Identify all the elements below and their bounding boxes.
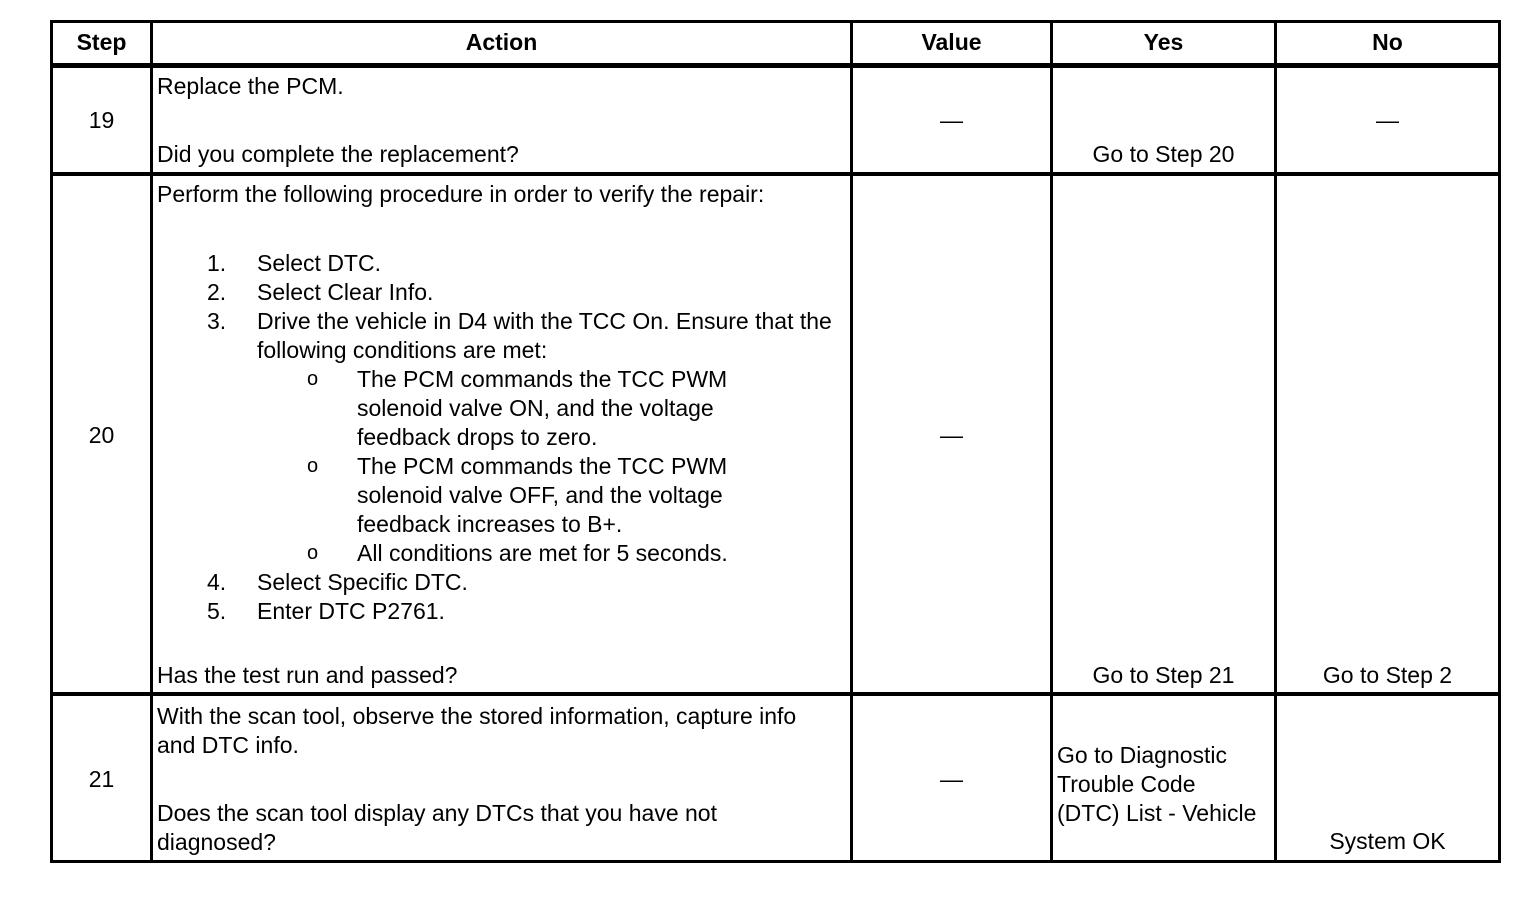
step-text: Drive the vehicle in D4 with the TCC On. Ensure that the following conditions are met:: [257, 308, 832, 363]
step-index: 5.: [207, 598, 227, 624]
value-cell: —: [940, 107, 963, 133]
action-question: Did you complete the replacement?: [157, 141, 519, 167]
condition-item: [157, 452, 757, 539]
action-intro: With the scan tool, observe the stored information, capture info and DTC info.: [157, 703, 797, 758]
bullet-icon: o: [307, 455, 319, 477]
header-value: Value: [921, 29, 982, 55]
condition-text: The PCM commands the TCC PWM solenoid valve OFF, and the voltage feedback increases to B+.: [357, 453, 728, 537]
header-no: No: [1372, 29, 1403, 55]
procedure-step: [157, 278, 847, 307]
action-question: Has the test run and passed?: [157, 662, 458, 688]
step-index: 3.: [207, 308, 227, 334]
procedure-step: [157, 249, 847, 278]
bullet-icon: o: [307, 368, 319, 390]
no-cell: Go to Step 2: [1322, 662, 1453, 688]
no-cell: System OK: [1329, 828, 1446, 854]
yes-cell: Go to Step 20: [1092, 141, 1235, 167]
column-divider: [150, 23, 153, 860]
condition-text: All conditions are met for 5 seconds.: [357, 540, 728, 566]
procedure-step: [157, 568, 847, 597]
column-divider: [1274, 23, 1277, 860]
step-number: 21: [88, 766, 115, 792]
bullet-icon: o: [307, 542, 319, 564]
condition-text: The PCM commands the TCC PWM solenoid valve ON, and the voltage feedback drops to zero.: [357, 366, 728, 450]
step-index: 4.: [207, 569, 227, 595]
step-number: 20: [88, 422, 115, 448]
yes-link[interactable]: Go to Diagnostic Trouble Code (DTC) List - Vehicle: [1057, 742, 1257, 826]
procedure-step: [157, 307, 847, 568]
value-cell: —: [940, 766, 963, 792]
step-text: Select DTC.: [257, 250, 381, 276]
action-intro: Replace the PCM.: [157, 73, 344, 99]
step-text: Enter DTC P2761.: [257, 598, 445, 624]
yes-cell: Go to Step 21: [1092, 662, 1235, 688]
header-yes: Yes: [1143, 29, 1184, 55]
condition-item: [157, 539, 757, 568]
step-index: 2.: [207, 279, 227, 305]
condition-item: [157, 365, 757, 452]
step-index: 1.: [207, 250, 227, 276]
procedure-list: [157, 249, 847, 626]
header-divider: [53, 63, 1498, 68]
value-cell: —: [940, 422, 963, 448]
procedure-step: [157, 597, 847, 626]
row-divider: [53, 692, 1498, 696]
step-number: 19: [88, 107, 115, 133]
header-step: Step: [76, 29, 127, 55]
row-divider: [53, 172, 1498, 176]
step-text: Select Clear Info.: [257, 279, 434, 305]
action-intro: Perform the following procedure in order to verify the repair:: [157, 181, 765, 207]
header-action: Action: [465, 29, 538, 55]
action-question: Does the scan tool display any DTCs that you have not diagnosed?: [157, 800, 717, 855]
no-cell: —: [1376, 107, 1399, 133]
diagnostic-table: [50, 20, 1501, 863]
step-text: Select Specific DTC.: [257, 569, 468, 595]
